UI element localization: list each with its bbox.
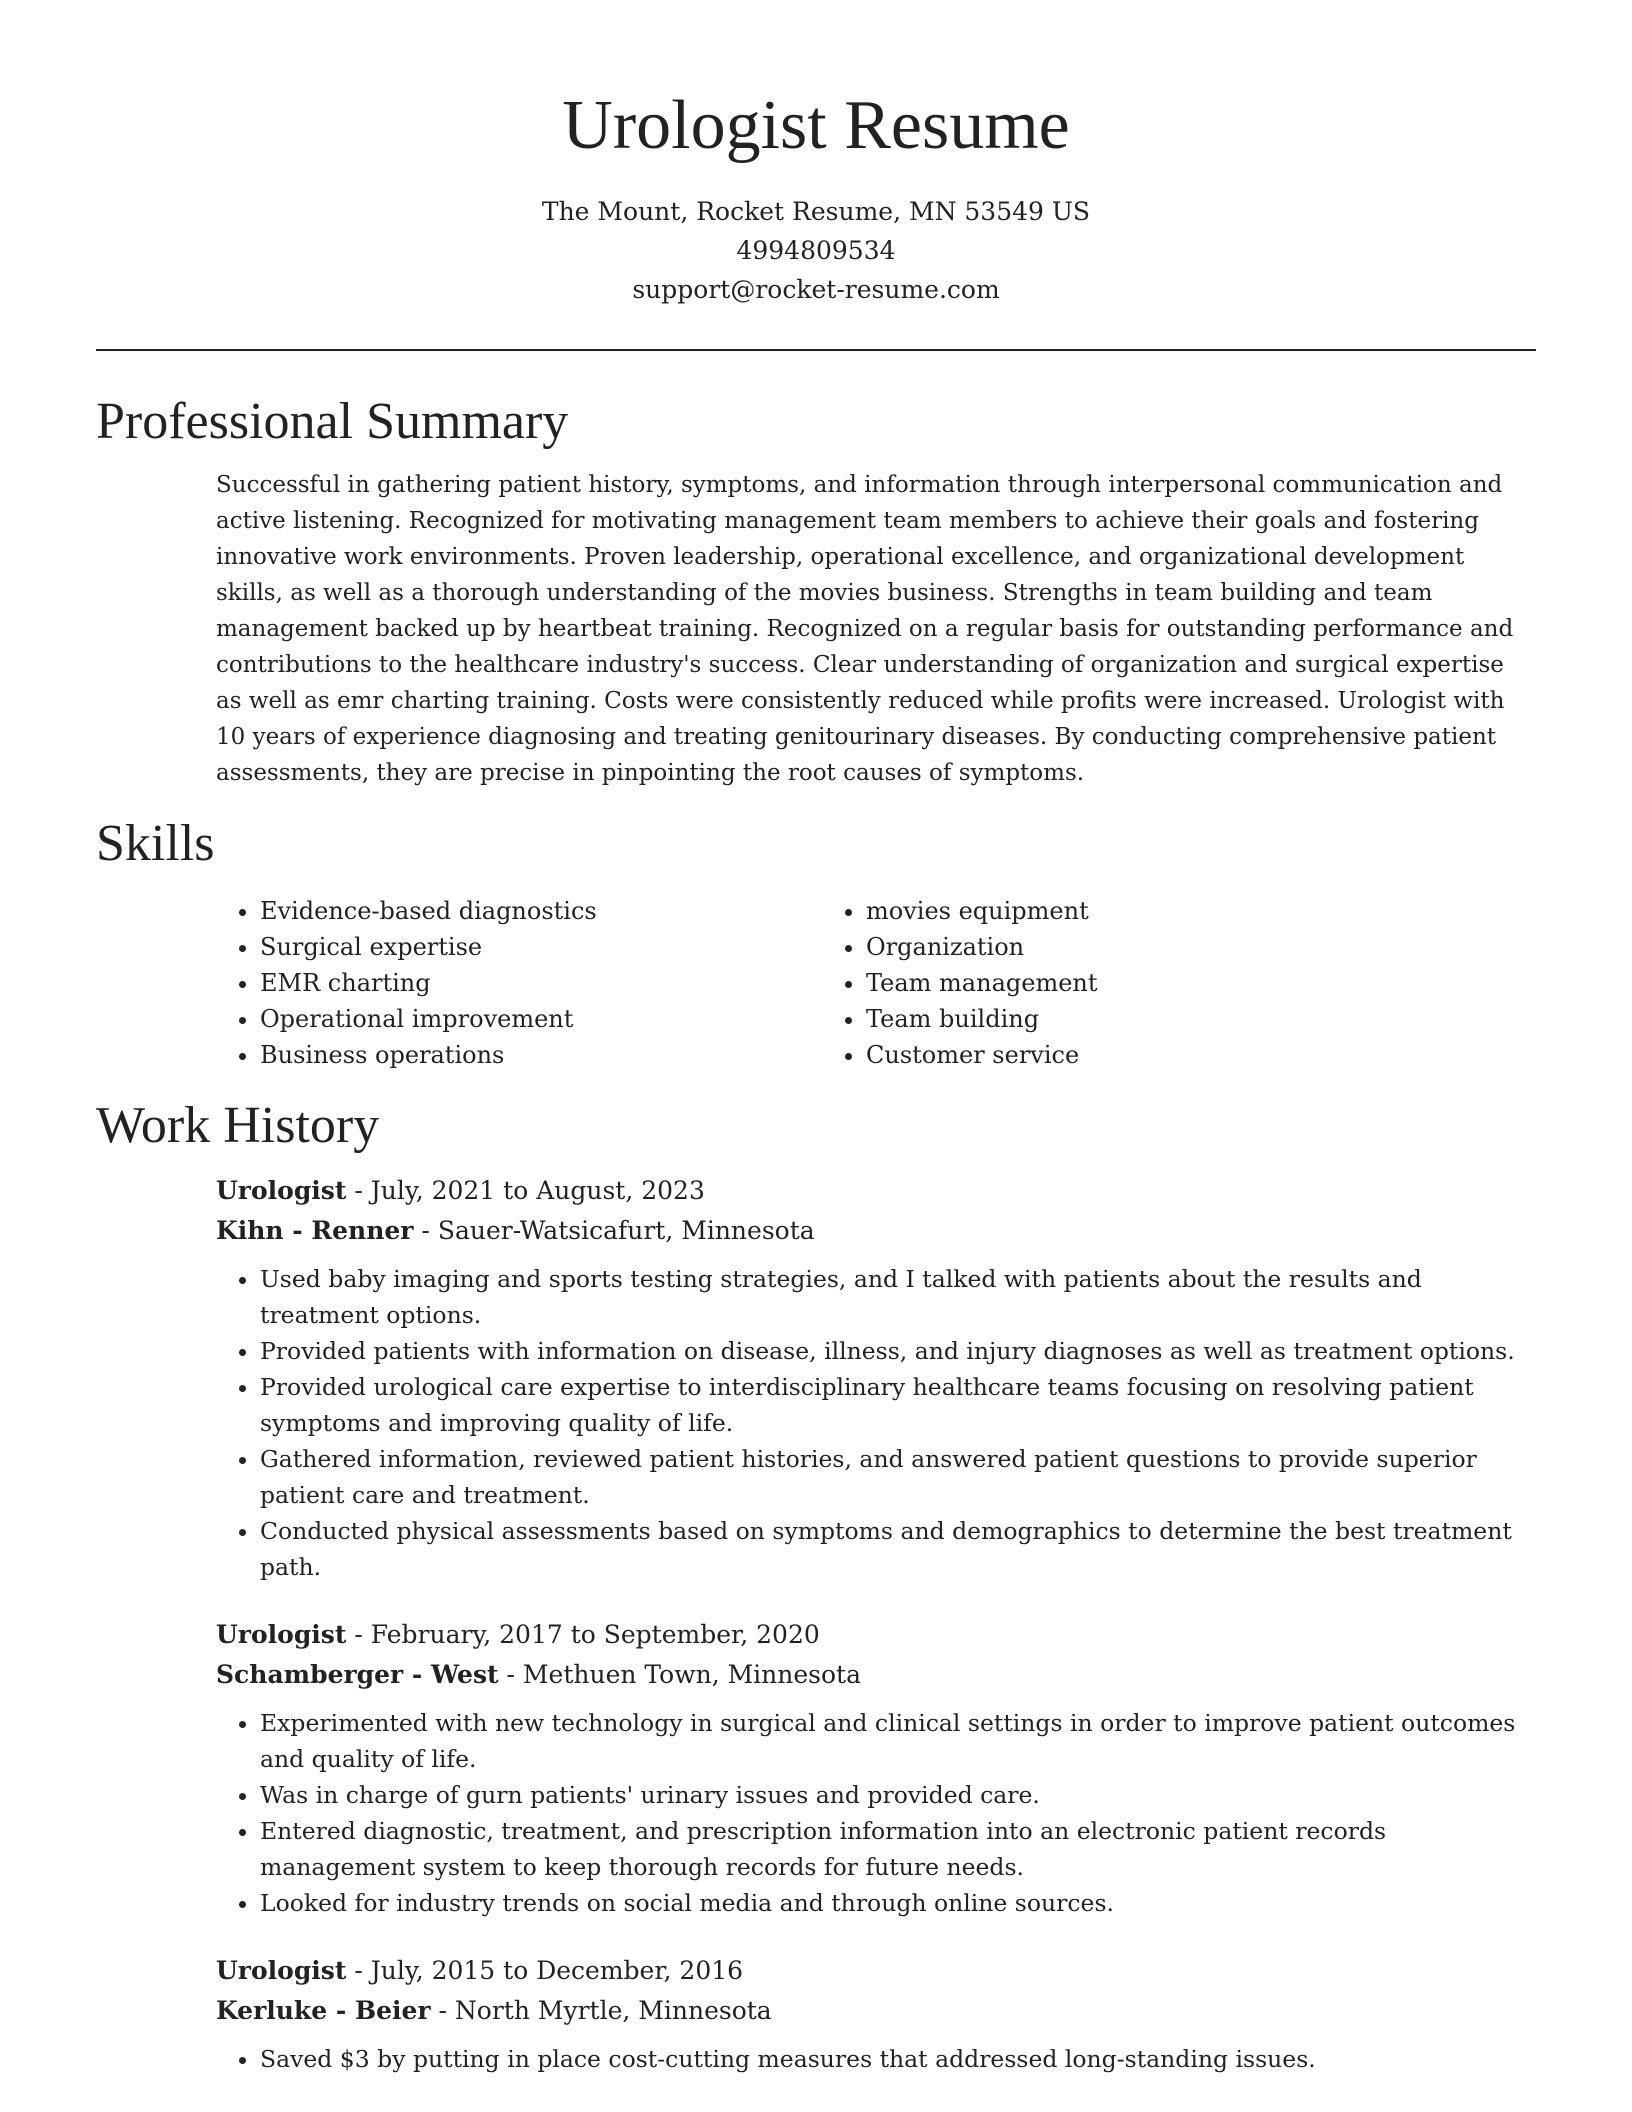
summary-section (96, 391, 1536, 791)
header-divider (96, 349, 1536, 351)
skills-heading: Skills (96, 815, 215, 872)
job-entry (216, 1951, 1536, 2077)
skills-right-list (822, 893, 1098, 1073)
job-bullets (216, 2041, 1536, 2077)
job-bullets (216, 1261, 1536, 1585)
job-company: Schamberger - West (216, 1660, 499, 1689)
work-history-heading: Work History (96, 1097, 380, 1154)
job-dates: July, 2021 to August, 2023 (370, 1176, 705, 1205)
skills-columns (216, 893, 1536, 1073)
skill-item: • Evidence-based diagnostics (260, 893, 822, 929)
job-company: Kerluke - Beier (216, 1996, 431, 2025)
job-bullet: • Provided patients with information on disease, illness, and injury diagnoses as well as treatment options. (260, 1333, 1536, 1369)
skill-item: • Team building (866, 1001, 1098, 1037)
summary-heading: Professional Summary (96, 393, 569, 450)
skill-item: • Business operations (260, 1037, 822, 1073)
job-bullet: • Entered diagnostic, treatment, and prescription information into an electronic patient records management system to keep thorough records for future needs. (260, 1813, 1536, 1885)
job-title-line: Urologist - July, 2015 to December, 2016 (216, 1956, 744, 1985)
phone-text: 4994809534 (736, 236, 896, 265)
job-dates: July, 2015 to December, 2016 (370, 1956, 744, 1985)
job-entry (216, 1171, 1536, 1585)
job-location: North Myrtle, Minnesota (454, 1996, 772, 2025)
address-text: The Mount, Rocket Resume, MN 53549 US (541, 197, 1091, 226)
job-dates: February, 2017 to September, 2020 (370, 1620, 820, 1649)
job-bullet: • Used baby imaging and sports testing strategies, and I talked with patients about the results and treatment options. (260, 1261, 1536, 1333)
skill-item: • Customer service (866, 1037, 1098, 1073)
job-title-line: Urologist - July, 2021 to August, 2023 (216, 1176, 705, 1205)
skill-item: • Surgical expertise (260, 929, 822, 965)
skills-section (96, 813, 1536, 1073)
email-text: support@rocket-resume.com (632, 275, 1000, 304)
job-bullet: • Gathered information, reviewed patient histories, and answered patient questions to provide superior patient care and treatment. (260, 1441, 1536, 1513)
job-bullet: • Provided urological care expertise to interdisciplinary healthcare teams focusing on resolving patient symptoms and improving quality of life. (260, 1369, 1536, 1441)
job-bullet: • Was in charge of gurn patients' urinary issues and provided care. (260, 1777, 1536, 1813)
skill-item: • EMR charting (260, 965, 822, 1001)
job-entry (216, 1615, 1536, 1921)
job-company-line: Kihn - Renner - Sauer-Watsicafurt, Minnesota (216, 1216, 815, 1245)
summary-text: Successful in gathering patient history, symptoms, and information through interpersonal communication and active listening. Recognized for motivating management team members to achieve their goals and fostering innovative work environments. Proven leadership, operational excellence, and organizational development skills, as well as a thorough understanding of the movies business. Strengths in team building and team management backed up by heartbeat training. Recognized on a regular basis for outstanding performance and contributions to the healthcare industry's success. Clear understanding of organization and surgical expertise as well as emr charting training. Costs were consistently reduced while profits were increased. Urologist with 10 years of experience diagnosing and treating genitourinary diseases. By conducting comprehensive patient assessments, they are precise in pinpointing the root causes of symptoms. (216, 472, 1514, 786)
job-bullet: • Saved $3 by putting in place cost-cutting measures that addressed long-standing issues. (260, 2041, 1536, 2077)
skill-item: • Team management (866, 965, 1098, 1001)
job-title: Urologist (216, 1956, 347, 1985)
job-company: Kihn - Renner (216, 1216, 414, 1245)
job-bullet: • Looked for industry trends on social media and through online sources. (260, 1885, 1536, 1921)
skills-left-list (216, 893, 822, 1073)
skill-item: • movies equipment (866, 893, 1098, 929)
job-title: Urologist (216, 1176, 347, 1205)
resume-page (96, 0, 1536, 2077)
skill-item: • Organization (866, 929, 1098, 965)
job-location: Sauer-Watsicafurt, Minnesota (437, 1216, 815, 1245)
job-company-line: Schamberger - West - Methuen Town, Minnesota (216, 1660, 862, 1689)
job-company-line: Kerluke - Beier - North Myrtle, Minnesota (216, 1996, 772, 2025)
resume-header (96, 0, 1536, 309)
job-location: Methuen Town, Minnesota (522, 1660, 862, 1689)
job-bullets (216, 1705, 1536, 1921)
skill-item: • Operational improvement (260, 1001, 822, 1037)
resume-title: Urologist Resume (562, 87, 1070, 164)
job-title-line: Urologist - February, 2017 to September, 2020 (216, 1620, 820, 1649)
contact-info (96, 192, 1536, 309)
work-history-section (96, 1095, 1536, 2077)
job-title: Urologist (216, 1620, 347, 1649)
job-bullet: • Experimented with new technology in surgical and clinical settings in order to improve patient outcomes and quality of life. (260, 1705, 1536, 1777)
job-bullet: • Conducted physical assessments based on symptoms and demographics to determine the best treatment path. (260, 1513, 1536, 1585)
